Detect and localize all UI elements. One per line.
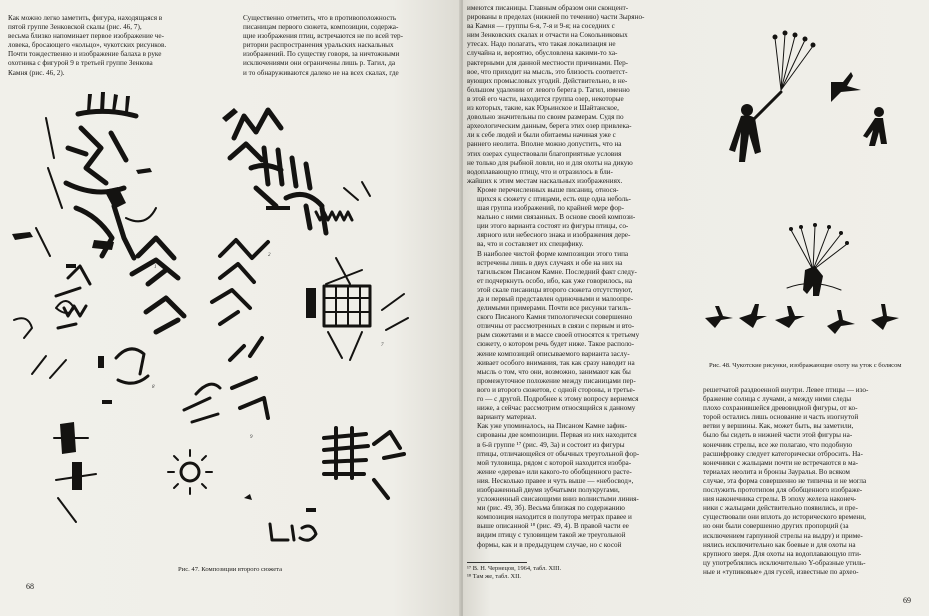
figure-48-chukchi-drawings	[695, 8, 925, 338]
petroglyph-12-sun	[168, 450, 212, 494]
petroglyph-2	[222, 108, 326, 233]
text-line: но они были совершенно других пропорций (за	[703, 522, 849, 531]
text-line: решетчатой раздвоенной внутри. Левее птицы — изо-	[703, 386, 869, 394]
text-line: рактерными для данной местности причинами. Пер-	[467, 58, 629, 67]
text-line: ва, что и составляет их специфику.	[477, 240, 584, 249]
text-line: ли к себе людей и были обитаемы начиная уже с	[467, 131, 616, 140]
text-line: крупного зверя. Для охоты на водоплавающую пти-	[703, 549, 862, 558]
text-line: жайших к этим местам наскальных изображениях.	[467, 176, 623, 185]
text-line: из которых, такие, как Юрьинское и Шайтанское,	[467, 104, 619, 113]
petroglyph-4	[56, 266, 90, 328]
text-line: существовали они вплоть до исторического времени,	[703, 513, 866, 522]
svg-text:1: 1	[154, 265, 157, 270]
right-page	[463, 0, 929, 616]
text-line: ветви у вершины. Как, может быть, вы заметили,	[703, 422, 854, 431]
text-line: ниже, а сейчас рассмотрим относящийся к данному	[477, 404, 636, 413]
text-line: шая группа изображений, по крайней мере фор-	[477, 204, 625, 213]
text-line: большом удалении от левого берега р. Тагил, именно	[467, 85, 630, 94]
text-line: этой скале писаницы второго сюжета отсутствуют,	[477, 285, 633, 294]
right-text-column-1	[467, 4, 685, 550]
text-line: усложненный свисающими вниз волнистыми линия-	[477, 495, 639, 504]
text-line: да и первый представлен одиночными и малоопре-	[477, 295, 634, 303]
left-text-column-1	[8, 14, 223, 78]
text-line: тагильском Писаном Камне. Последний факт следу-	[477, 267, 637, 276]
petroglyph-6	[212, 240, 268, 324]
text-line: рированы в пределах (нижней по течению) части Зыряно-	[467, 13, 645, 22]
text-line: изображенный двумя зубчатыми полукругами,	[477, 485, 620, 494]
text-line: случае, эта форма совершенно не типична и не могла	[703, 476, 867, 485]
text-line: формы, как и в предыдущем случае, но с косой	[477, 540, 622, 549]
text-line: утесах. Надо полагать, что такая локализация не	[467, 40, 616, 49]
text-line: Как можно легко заметить, фигура, находящаяся в	[8, 14, 163, 22]
text-line: промежуточное положение между писаницами пер-	[477, 376, 636, 385]
text-line: исключениями они ограничены лишь р. Тагил, да	[243, 59, 396, 68]
text-line: В наиболее чистой форме композиции этого типа	[477, 249, 629, 258]
text-line: делимыми примерами. Почти все рисунки тагиль-	[477, 304, 631, 313]
text-line: весьма близко напоминает первое изображение че-	[8, 32, 165, 41]
text-line: варианту материал.	[477, 413, 537, 422]
right-text-column-2	[703, 386, 921, 577]
text-line: ва Камня — группы 6-я, 7-я и 9-я; на соседних с	[467, 22, 615, 31]
text-line: сюжету, о котором речь будет ниже. Такое располо-	[477, 340, 635, 349]
petroglyph-5	[132, 238, 184, 332]
text-line: раннего неолита. Вполне можно допустить, что на	[467, 140, 622, 149]
left-text-column-2	[233, 14, 445, 78]
text-line: щие изображения птиц, встречаются не по всей тер-	[243, 32, 404, 41]
ducks-row	[705, 304, 899, 334]
figure-47-petroglyphs	[6, 88, 451, 558]
petroglyph-13	[324, 428, 404, 498]
paragraph	[467, 186, 685, 250]
text-line: Камня (рис. 46, 2).	[8, 68, 65, 77]
svg-text:8: 8	[152, 385, 155, 390]
footnote-18: ¹⁸ Там же, табл. XII.	[467, 573, 521, 580]
paragraph	[467, 4, 685, 186]
petroglyph-1	[12, 92, 156, 268]
text-line: расшифровку следует категорически отбросить. На-	[703, 449, 863, 458]
petroglyph-14	[244, 494, 316, 540]
text-line: ции этого варианта состоят из фигуры птицы, со-	[477, 222, 629, 231]
text-line: довольно значительны по своим размерам. Судя по	[467, 113, 624, 122]
text-line: вое, что приходит на мысль, это близость соответст-	[467, 67, 628, 76]
text-line: Кроме перечисленных выше писаниц, относя-	[477, 185, 619, 194]
left-page	[0, 0, 462, 616]
text-line: послужить прототипом для обобщенного изображе-	[703, 486, 863, 495]
page-number-right: 69	[903, 596, 911, 605]
text-line: было бы сидеть в нижней части этой фигуры на-	[703, 431, 853, 440]
hunter-2	[863, 107, 887, 146]
paragraph	[467, 422, 685, 549]
text-line: случайна и, вероятно, обусловлена какими-то ха-	[467, 49, 618, 58]
figure-47-caption: Рис. 47. Композиции второго сюжета	[178, 566, 283, 573]
text-line: щихся к сюжету с птицами, есть еще одна неболь-	[477, 194, 631, 203]
duck-1	[831, 72, 861, 102]
petroglyph-9	[230, 338, 268, 418]
petroglyph-3	[316, 182, 370, 220]
text-line: отличны от рассмотренных в связи с первым и вто-	[477, 322, 635, 331]
page-number-left: 68	[26, 582, 34, 591]
text-line: писаницам первого сюжета, композиции, содержа-	[243, 23, 399, 32]
hunter-with-bolas-1	[729, 31, 816, 163]
text-line: ловека, бросающего «кольцо», чукотских рисунков.	[8, 41, 167, 50]
text-line: конечник стрелы, все же полагаю, что подобную	[703, 440, 853, 449]
text-line: не только для рыбной ловли, но и для охоты на дикую	[467, 158, 633, 167]
figure-48-caption: Рис. 48. Чукотские рисунки, изображающие охоту на уток с болясом	[709, 362, 902, 369]
petroglyph-11	[54, 422, 96, 522]
text-line: жение «дерева» или какого-то обобщенного расте-	[477, 467, 632, 476]
text-line: лярного или небесного знака и изображения дере-	[477, 231, 631, 240]
text-line: ми (рис. 49, 3б). Весьма близкая по содержанию	[477, 504, 625, 513]
text-line: мально с ними связанных. В основе своей компози-	[477, 213, 636, 222]
text-line: рым сюжетами и в массе своей относятся к третьему	[477, 331, 640, 340]
svg-text:9: 9	[250, 435, 253, 440]
text-line: Почти тождественно и изображение балаха в руке	[8, 50, 162, 59]
text-line: в 6-й группе ¹⁷ (рис. 49, 3а) и состоит из фигуры	[477, 440, 625, 449]
text-line: выше описанной ¹⁸ (рис. 49, 4). В правой части ее	[477, 522, 629, 531]
hunter-with-bolas-2	[787, 223, 849, 296]
text-line: мысль о том, что они, возможно, занимают как бы	[477, 367, 631, 376]
text-line: пятой группе Зенковской скалы (рис. 46, 7),	[8, 23, 142, 32]
text-line: исключением гарпунной стрелы на выдру) и приме-	[703, 531, 863, 540]
text-line: мой туловища, рядом с которой находится изобра-	[477, 458, 632, 467]
text-line: нялись исключительно как боевые и для охоты на	[703, 540, 856, 549]
text-line: териалах неолита и бронзы Зауралья. Во всяком	[703, 467, 850, 476]
text-line: цу употреблялись исключительно Y-образные утиль-	[703, 558, 866, 567]
text-line: водоплавающую птицу, что и отразилось в бли-	[467, 167, 613, 176]
svg-text:2: 2	[268, 253, 271, 258]
paragraph	[233, 14, 445, 78]
petroglyph-10	[184, 384, 220, 422]
text-line: встречены лишь в двух случаях и обе на них на	[477, 258, 623, 267]
text-line: торой остались лишь основание и часть изогнутой	[703, 413, 859, 422]
text-line: ет подчеркнуть особо, ибо, как уже говорилось, на	[477, 276, 633, 285]
paragraph	[8, 14, 223, 78]
text-line: сированы две композиции. Первая из них находится	[477, 431, 637, 440]
text-line: жение композиций описываемого варианта заслу-	[477, 349, 630, 358]
text-line: ники с жальцами действительно появились, и пре-	[703, 504, 858, 513]
text-line: живает особого внимания, так как сразу наводит на	[477, 358, 635, 367]
text-line: в этой его части, находится группа озер, некоторые	[467, 94, 624, 103]
text-line: имеются писаницы. Главным образом они сконцент-	[467, 4, 629, 12]
svg-text:7: 7	[381, 343, 384, 348]
text-line: археологическим данным, берега этих озер привлека-	[467, 122, 632, 131]
text-line: изображений. По существу говоря, за ничтожными	[243, 50, 400, 59]
footnote-17: ¹⁷ В. Н. Чернецов, 1964, табл. XIII.	[467, 565, 562, 572]
text-line: ные и «тупиковые» для гусей, известные по архео-	[703, 567, 859, 576]
text-line: ния наконечника стрелы. В эпоху железа наконеч-	[703, 495, 857, 504]
text-line: вующих промысловых угодий. Действительно, в не-	[467, 76, 628, 85]
text-line: вого и второго сюжетов, с одной стороны, и третье-	[477, 385, 636, 394]
text-line: птицы, отличающейся от обычных треугольной фор-	[477, 449, 640, 458]
paragraph	[703, 386, 921, 577]
text-line: этих озерах существовали благоприятные условия	[467, 149, 622, 158]
text-line: композиция находится в полутора метрах правее и	[477, 513, 632, 522]
text-line: ним Зенковских скалах и отчасти на Сокольниковых	[467, 31, 628, 40]
text-line: ского Писаного Камня типологически совершенно	[477, 313, 633, 322]
text-line: конечники с жальцами почти не встречаются в ма-	[703, 458, 859, 467]
text-line: Существенно отметить, что в противоположность	[243, 14, 397, 22]
text-line: бражение солнца с лучами, а между ними следы	[703, 395, 852, 404]
text-line: го — с другой. Подробнее к этому вопросу вернемся	[477, 395, 639, 404]
text-line: Как уже упоминалось, на Писаном Камне зафик-	[477, 422, 628, 431]
text-line: охотника с фигурой 9 в третьей группе Зенкова	[8, 59, 153, 68]
text-line: плохо сохранившейся древовидной фигуры, от ко-	[703, 404, 858, 413]
text-line: ния. Несколько правее и чуть выше — «небосвод»,	[477, 476, 634, 485]
text-line: ритории распространения уральских наскальных	[243, 41, 394, 50]
text-line: видим птицу с туловищем такой же треугольной	[477, 531, 626, 540]
paragraph	[467, 250, 685, 423]
text-line: и то обнаруживаются далеко не на всех скалах, где	[243, 68, 399, 77]
footnotes	[467, 562, 685, 581]
petroglyph-7	[306, 258, 408, 360]
